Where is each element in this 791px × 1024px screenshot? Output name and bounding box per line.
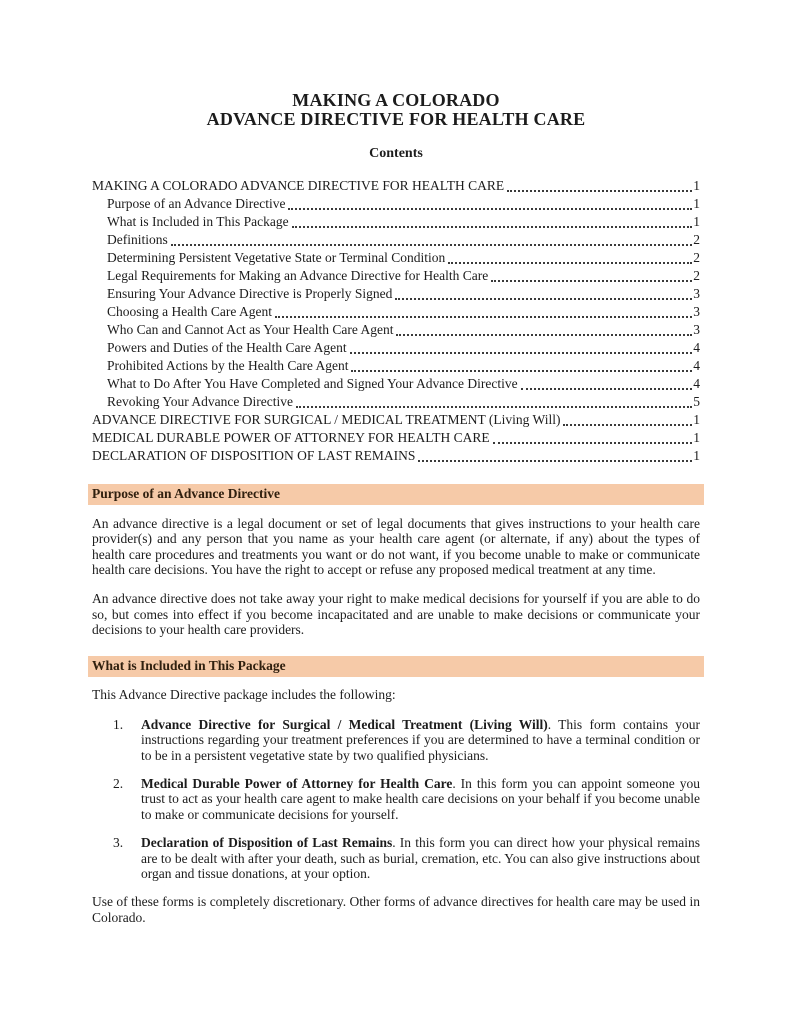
- list-item-number: 2.: [113, 775, 124, 791]
- numbered-list-item: [92, 835, 700, 881]
- list-item-text: [141, 776, 700, 822]
- toc-page-number: 1: [693, 448, 700, 463]
- toc-page-number: 1: [693, 430, 700, 445]
- toc-dot-leader: [491, 280, 692, 282]
- toc-page-number: 4: [693, 358, 700, 373]
- toc-entry: [92, 339, 700, 357]
- list-intro: This Advance Directive package includes the following:: [92, 687, 396, 703]
- toc-dot-leader: [563, 424, 692, 426]
- toc-dot-leader: [521, 388, 693, 390]
- toc-entry: [92, 411, 700, 429]
- numbered-list-item: [92, 717, 700, 763]
- toc-dot-leader: [351, 370, 692, 372]
- list-item-bold-lead: Medical Durable Power of Attorney for Health Care: [141, 775, 453, 791]
- toc-entry-label: DECLARATION OF DISPOSITION OF LAST REMAINS: [92, 448, 416, 463]
- toc-entry-label: Determining Persistent Vegetative State or Terminal Condition: [107, 250, 446, 265]
- toc-entry: [92, 375, 700, 393]
- list-item-rest: . This form contains your instructions regarding your treatment preferences if you are determined to have a terminal condition or to be in a persistent vegetative state by two qualified physicians.: [141, 716, 700, 763]
- list-item-bold-lead: Declaration of Disposition of Last Remains: [141, 835, 393, 851]
- toc-entry-label: Prohibited Actions by the Health Care Agent: [107, 358, 349, 373]
- toc-entry-label: ADVANCE DIRECTIVE FOR SURGICAL / MEDICAL TREATMENT (Living Will): [92, 412, 561, 427]
- toc-entry-label: Choosing a Health Care Agent: [107, 304, 272, 319]
- toc-dot-leader: [507, 190, 692, 192]
- document-title: [92, 91, 700, 129]
- toc-page-number: 3: [693, 286, 700, 301]
- toc-entry: [92, 267, 700, 285]
- document-title-line1: MAKING A COLORADO: [292, 90, 500, 110]
- toc-entry: [92, 429, 700, 447]
- toc-dot-leader: [288, 208, 692, 210]
- toc-page-number: 1: [693, 214, 700, 229]
- toc-dot-leader: [275, 316, 692, 318]
- toc-page-number: 2: [693, 268, 700, 283]
- contents-heading: Contents: [369, 146, 423, 161]
- toc-entry: [92, 249, 700, 267]
- toc-entry: [92, 231, 700, 249]
- paragraph: An advance directive does not take away your right to make medical decisions for yourself if you are able to do so, but comes into effect if you become incapacitated and are unable to make decisions or communicate your decisions to your health care providers.: [92, 591, 700, 637]
- toc-entry-label: Powers and Duties of the Health Care Agent: [107, 340, 347, 355]
- paragraph: An advance directive is a legal document or set of legal documents that gives instructions to your health care provider(s) and any person that you name as your health care agent (or alternate, if any) about the types of health care procedures and treatments you want or do not want, if you become unable to make or communicate health care decisions. You have the right to accept or refuse any proposed medical treatment at any time.: [92, 516, 700, 578]
- toc-page-number: 1: [693, 178, 700, 193]
- list-item-rest: . In this form you can direct how your physical remains are to be dealt with after your death, such as burial, cremation, etc. You can also give instructions about organ and tissue donations, at your option.: [141, 835, 700, 881]
- toc-page-number: 5: [693, 394, 700, 409]
- table-of-contents: [92, 177, 700, 465]
- toc-entry: [92, 177, 700, 195]
- numbered-list: [92, 717, 700, 882]
- toc-dot-leader: [171, 244, 693, 246]
- toc-entry: [92, 447, 700, 465]
- document-title-line2: ADVANCE DIRECTIVE FOR HEALTH CARE: [206, 109, 586, 129]
- toc-entry-label: Definitions: [107, 232, 168, 247]
- toc-dot-leader: [395, 298, 692, 300]
- list-item-rest: . In this form you can appoint someone you trust to act as your health care agent to make health care decisions on your behalf if you become unable to make or communicate decisions for yourself.: [141, 775, 700, 822]
- toc-entry: [92, 303, 700, 321]
- toc-page-number: 4: [693, 376, 700, 391]
- list-item-text: [141, 835, 700, 881]
- toc-entry-label: Who Can and Cannot Act as Your Health Care Agent: [107, 322, 394, 337]
- toc-page-number: 2: [693, 232, 700, 247]
- toc-entry-label: What to Do After You Have Completed and Signed Your Advance Directive: [107, 376, 518, 391]
- toc-entry: [92, 213, 700, 231]
- toc-dot-leader: [418, 460, 692, 462]
- toc-page-number: 2: [693, 250, 700, 265]
- toc-dot-leader: [396, 334, 692, 336]
- toc-entry-label: Legal Requirements for Making an Advance Directive for Health Care: [107, 268, 489, 283]
- toc-entry-label: Purpose of an Advance Directive: [107, 196, 286, 211]
- toc-dot-leader: [448, 262, 692, 264]
- toc-entry: [92, 195, 700, 213]
- toc-entry: [92, 321, 700, 339]
- section-heading-package: What is Included in This Package: [88, 656, 704, 677]
- numbered-list-item: [92, 776, 700, 822]
- toc-entry-label: Ensuring Your Advance Directive is Properly Signed: [107, 286, 393, 301]
- toc-entry-label: MEDICAL DURABLE POWER OF ATTORNEY FOR HEALTH CARE: [92, 430, 490, 445]
- list-item-number: 1.: [113, 716, 124, 732]
- list-item-bold-lead: Advance Directive for Surgical / Medical Treatment (Living Will): [141, 716, 548, 732]
- toc-dot-leader: [292, 226, 693, 228]
- list-item-text: [141, 717, 700, 763]
- toc-entry: [92, 285, 700, 303]
- toc-entry-label: Revoking Your Advance Directive: [107, 394, 293, 409]
- toc-page-number: 1: [693, 412, 700, 427]
- toc-entry: [92, 357, 700, 375]
- toc-entry: [92, 393, 700, 411]
- list-item-number: 3.: [113, 835, 124, 851]
- toc-entry-label: MAKING A COLORADO ADVANCE DIRECTIVE FOR HEALTH CARE: [92, 178, 505, 193]
- toc-dot-leader: [350, 352, 693, 354]
- toc-dot-leader: [296, 406, 692, 408]
- toc-dot-leader: [493, 442, 693, 444]
- toc-page-number: 1: [693, 196, 700, 211]
- section-heading-purpose: Purpose of an Advance Directive: [88, 484, 704, 505]
- toc-page-number: 3: [693, 322, 700, 337]
- toc-page-number: 4: [693, 340, 700, 355]
- toc-page-number: 3: [693, 304, 700, 319]
- toc-entry-label: What is Included in This Package: [107, 214, 289, 229]
- closing-paragraph: Use of these forms is completely discretionary. Other forms of advance directives for health care may be used in Colorado.: [92, 894, 700, 925]
